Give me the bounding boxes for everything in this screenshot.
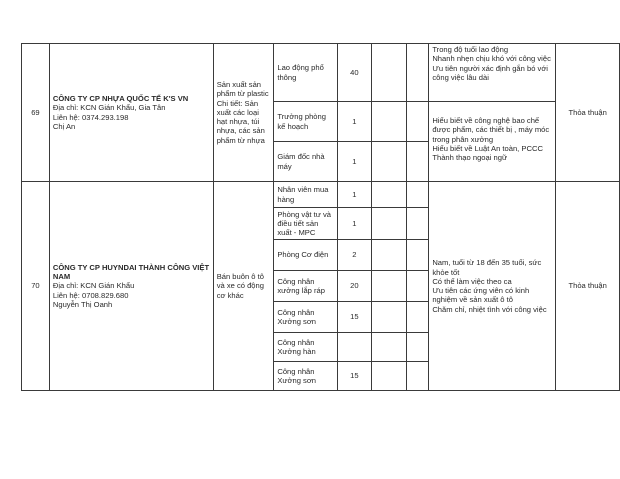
row-number: 69 bbox=[22, 44, 50, 182]
empty-cell bbox=[371, 208, 406, 240]
empty-cell bbox=[406, 271, 429, 302]
empty-cell bbox=[371, 362, 406, 391]
requirements bbox=[429, 44, 556, 102]
position-title: Giám đốc nhà máy bbox=[274, 142, 338, 182]
company-info bbox=[49, 182, 213, 391]
position-count: 1 bbox=[338, 102, 372, 142]
salary: Thỏa thuận bbox=[556, 182, 620, 391]
table-row bbox=[22, 44, 620, 102]
requirement-line: Chăm chỉ, nhiệt tình với công việc bbox=[432, 304, 547, 314]
empty-cell bbox=[371, 142, 406, 182]
position-count bbox=[338, 333, 372, 362]
company-contact: Liên hệ: 0708.829.680 bbox=[52, 290, 129, 300]
requirement-line: Hiểu biết về Luật An toàn, PCCC bbox=[432, 143, 543, 153]
requirement-line: Có thể làm việc theo ca bbox=[432, 276, 512, 286]
industry-line: Bán buôn ô tô và xe có động cơ khác bbox=[216, 272, 264, 300]
empty-cell bbox=[406, 44, 429, 102]
empty-cell bbox=[371, 271, 406, 302]
position-count: 1 bbox=[338, 208, 372, 240]
industry bbox=[213, 182, 274, 391]
empty-cell bbox=[406, 362, 429, 391]
empty-cell bbox=[406, 102, 429, 142]
position-count: 2 bbox=[338, 240, 372, 271]
empty-cell bbox=[371, 44, 406, 102]
empty-cell bbox=[371, 240, 406, 271]
company-contact: Liên hệ: 0374.293.198 bbox=[52, 112, 129, 122]
empty-cell bbox=[406, 302, 429, 333]
contact-person: Nguyễn Thị Oanh bbox=[52, 299, 113, 309]
position-count: 1 bbox=[338, 182, 372, 208]
empty-cell bbox=[371, 182, 406, 208]
position-count: 15 bbox=[338, 302, 372, 333]
table-row bbox=[22, 182, 620, 208]
empty-cell bbox=[371, 102, 406, 142]
requirement-line: Hiểu biết về công nghệ bao chế được phẩm, các thiết bị , máy móc trong phân xưởng bbox=[432, 116, 550, 144]
position-title: Trưởng phòng kế hoạch bbox=[274, 102, 338, 142]
company-address: Địa chỉ: KCN Gián Khẩu, Gia Tân bbox=[52, 103, 166, 113]
position-title: Lao động phổ thông bbox=[274, 44, 338, 102]
empty-cell bbox=[371, 302, 406, 333]
position-count: 15 bbox=[338, 362, 372, 391]
requirement-line: Nam, tuổi từ 18 đến 35 tuổi, sức khỏe tốt bbox=[432, 258, 542, 277]
company-info bbox=[49, 44, 213, 182]
position-title: Phòng vật tư và điều tiết sản xuất - MPC bbox=[274, 208, 338, 240]
position-count: 1 bbox=[338, 142, 372, 182]
requirement-line: Nhanh nhẹn chịu khó với công việc bbox=[432, 54, 551, 64]
requirement-line: Trong độ tuổi lao động bbox=[432, 45, 509, 54]
requirements bbox=[429, 102, 556, 182]
company-name: CÔNG TY CP HUYNDAI THÀNH CÔNG VIỆT NAM bbox=[52, 262, 210, 282]
industry-line: Chi tiết: Sản xuất các loại hạt nhựa, túi nhựa, các sản phẩm từ nhựa bbox=[216, 98, 265, 145]
position-title: Công nhân Xưởng sơn bbox=[274, 302, 338, 333]
company-address: Địa chỉ: KCN Gián Khẩu bbox=[52, 281, 135, 291]
salary: Thỏa thuận bbox=[556, 44, 620, 182]
company-name: CÔNG TY CP NHỰA QUỐC TẾ K'S VN bbox=[52, 94, 189, 103]
contact-person: Chị An bbox=[52, 121, 76, 131]
position-title: Nhân viên mua hàng bbox=[274, 182, 338, 208]
position-title: Phòng Cơ điện bbox=[274, 240, 338, 271]
requirement-line: Ưu tiên các ứng viên có kinh nghiệm về sản xuất ô tô bbox=[432, 286, 530, 305]
empty-cell bbox=[371, 333, 406, 362]
position-count: 20 bbox=[338, 271, 372, 302]
industry bbox=[213, 44, 274, 182]
empty-cell bbox=[406, 182, 429, 208]
position-title: Công nhân xưởng lắp ráp bbox=[274, 271, 338, 302]
empty-cell bbox=[406, 333, 429, 362]
requirement-line: Thành thạo ngoại ngữ bbox=[432, 153, 508, 162]
requirement-line: Ưu tiên người xác định gắn bó với công việc lâu dài bbox=[432, 63, 548, 82]
position-title: Công nhân Xưởng sơn bbox=[274, 362, 338, 391]
position-title: Công nhân Xưởng hàn bbox=[274, 333, 338, 362]
position-count: 40 bbox=[338, 44, 372, 102]
empty-cell bbox=[406, 142, 429, 182]
empty-cell bbox=[406, 240, 429, 271]
requirements bbox=[429, 182, 556, 391]
empty-cell bbox=[406, 208, 429, 240]
industry-line: Sản xuất sản phẩm từ plastic bbox=[216, 80, 269, 99]
row-number: 70 bbox=[22, 182, 50, 391]
recruitment-table bbox=[21, 43, 620, 391]
